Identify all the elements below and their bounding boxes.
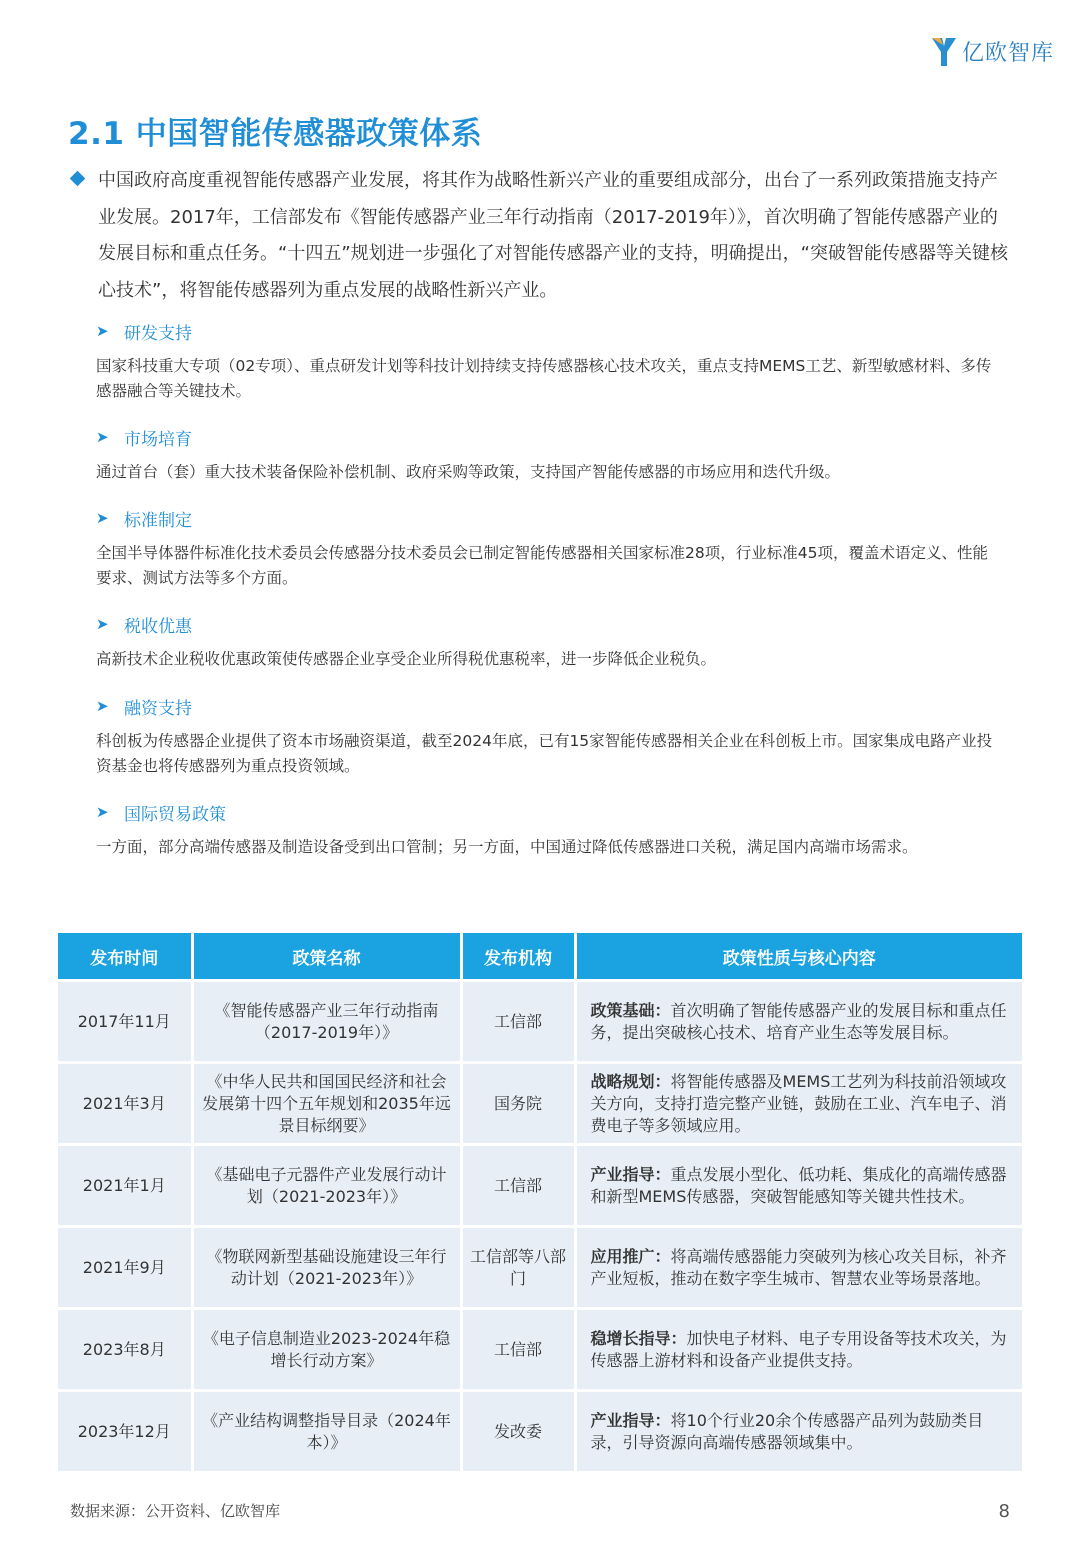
subsection-label: 融资支持	[124, 698, 192, 719]
content-keyword: 政策基础：	[590, 1000, 671, 1020]
arrow-bullet-icon: ➤	[96, 697, 109, 715]
subsection-tax	[96, 611, 996, 672]
cell-content	[575, 981, 1022, 1063]
cell-date: 2021年3月	[58, 1063, 192, 1145]
content-text: 重点发展小型化、低功耗、集成化的高端传感器和新型MEMS传感器，突破智能感知等关键共性技术。	[590, 1164, 1007, 1206]
content-text: 将高端传感器能力突破列为核心攻关目标，补齐产业短板，推动在数字孪生城市、智慧农业等场景落地。	[590, 1246, 1007, 1288]
brand-logo	[930, 34, 1054, 68]
subsection-label: 税收优惠	[124, 616, 192, 637]
cell-policy-name: 《物联网新型基础设施建设三年行动计划（2021-2023年）》	[192, 1227, 461, 1309]
page-number: 8	[998, 1501, 1010, 1522]
subsection-trade	[96, 799, 996, 860]
cell-content	[575, 1063, 1022, 1145]
brand-name: 亿欧智库	[961, 40, 1054, 66]
arrow-bullet-icon: ➤	[96, 615, 109, 633]
content-text: 将10个行业20余个传感器产品列为鼓励类目录，引导资源向高端传感器领域集中。	[590, 1410, 984, 1452]
subsection-text: 高新技术企业税收优惠政策使传感器企业享受企业所得税优惠税率，进一步降低企业税负。	[96, 650, 717, 668]
content-keyword: 产业指导：	[590, 1410, 671, 1430]
cell-agency: 工信部	[461, 981, 575, 1063]
table-row	[58, 1227, 1022, 1309]
cell-agency: 工信部	[461, 1145, 575, 1227]
subsection-market	[96, 424, 996, 485]
cell-policy-name: 《产业结构调整指导目录（2024年本）》	[192, 1391, 461, 1472]
diamond-bullet-icon	[70, 171, 86, 187]
subsection-text: 一方面，部分高端传感器及制造设备受到出口管制；另一方面，中国通过降低传感器进口关税，满足国内高端市场需求。	[96, 838, 918, 856]
content-keyword: 稳增长指导：	[590, 1328, 687, 1348]
header-policy-name: 政策名称	[192, 933, 461, 981]
table-header-row	[58, 933, 1022, 981]
content-keyword: 战略规划：	[590, 1071, 671, 1091]
section-title: 2.1 中国智能传感器政策体系	[68, 116, 483, 152]
subsection-label: 国际贸易政策	[124, 804, 226, 825]
content-keyword: 产业指导：	[590, 1164, 671, 1184]
intro-text: 中国政府高度重视智能传感器产业发展，将其作为战略性新兴产业的重要组成部分，出台了一系列政策措施支持产业发展。2017年，工信部发布《智能传感器产业三年行动指南（2017-2019年）》，首次明确了智能传感器产业的发展目标和重点任务。“十四五”规划进一步强化了对智能传感器产业的支持，明确提出，“突破智能传感器等关键核心技术”，将智能传感器列为重点发展的战略性新兴产业。	[98, 170, 1008, 301]
arrow-bullet-icon: ➤	[96, 428, 109, 446]
table-row	[58, 1145, 1022, 1227]
content-text: 加快电子材料、电子专用设备等技术攻关，为传感器上游材料和设备产业提供支持。	[590, 1328, 1007, 1370]
cell-policy-name: 《基础电子元器件产业发展行动计划（2021-2023年）》	[192, 1145, 461, 1227]
subsection-text: 通过首台（套）重大技术装备保险补偿机制、政府采购等政策，支持国产智能传感器的市场应用和迭代升级。	[96, 463, 841, 481]
cell-content	[575, 1309, 1022, 1391]
table-row	[58, 1063, 1022, 1145]
subsection-text: 国家科技重大专项（02专项）、重点研发计划等科技计划持续支持传感器核心技术攻关，重点支持MEMS工艺、新型敏感材料、多传感器融合等关键技术。	[96, 357, 992, 400]
cell-date: 2021年9月	[58, 1227, 192, 1309]
table-row	[58, 981, 1022, 1063]
cell-policy-name: 《电子信息制造业2023-2024年稳增长行动方案》	[192, 1309, 461, 1391]
content-text: 首次明确了智能传感器产业的发展目标和重点任务，提出突破核心技术、培育产业生态等发展目标。	[590, 1000, 1007, 1042]
arrow-bullet-icon: ➤	[96, 322, 109, 340]
subsection-label: 研发支持	[124, 323, 192, 344]
subsection-financing	[96, 693, 996, 779]
subsection-text: 全国半导体器件标准化技术委员会传感器分技术委员会已制定智能传感器相关国家标准28项，行业标准45项，覆盖术语定义、性能要求、测试方法等多个方面。	[96, 544, 988, 587]
subsection-text: 科创板为传感器企业提供了资本市场融资渠道，截至2024年底，已有15家智能传感器相关企业在科创板上市。国家集成电路产业投资基金也将传感器列为重点投资领域。	[96, 732, 993, 775]
cell-date: 2023年8月	[58, 1309, 192, 1391]
cell-date: 2021年1月	[58, 1145, 192, 1227]
cell-date: 2017年11月	[58, 981, 192, 1063]
cell-date: 2023年12月	[58, 1391, 192, 1472]
cell-policy-name: 《智能传感器产业三年行动指南（2017-2019年）》	[192, 981, 461, 1063]
table-row	[58, 1391, 1022, 1472]
header-date: 发布时间	[58, 933, 192, 981]
subsection-standards	[96, 505, 996, 591]
table-row	[58, 1309, 1022, 1391]
content-text: 将智能传感器及MEMS工艺列为科技前沿领域攻关方向，支持打造完整产业链，鼓励在工业、汽车电子、消费电子等多领域应用。	[590, 1071, 1007, 1135]
data-source-note: 数据来源：公开资料、亿欧智库	[70, 1502, 281, 1520]
intro-paragraph	[72, 163, 1012, 309]
subsection-label: 标准制定	[124, 510, 192, 531]
brand-mark-icon	[930, 34, 958, 68]
cell-agency: 工信部等八部门	[461, 1227, 575, 1309]
cell-content	[575, 1227, 1022, 1309]
arrow-bullet-icon: ➤	[96, 803, 109, 821]
cell-agency: 发改委	[461, 1391, 575, 1472]
content-keyword: 应用推广：	[590, 1246, 671, 1266]
cell-content	[575, 1145, 1022, 1227]
subsection-label: 市场培育	[124, 429, 192, 450]
header-agency: 发布机构	[461, 933, 575, 981]
cell-content	[575, 1391, 1022, 1472]
header-content: 政策性质与核心内容	[575, 933, 1022, 981]
cell-agency: 工信部	[461, 1309, 575, 1391]
cell-policy-name: 《中华人民共和国国民经济和社会发展第十四个五年规划和2035年远景目标纲要》	[192, 1063, 461, 1145]
arrow-bullet-icon: ➤	[96, 509, 109, 527]
cell-agency: 国务院	[461, 1063, 575, 1145]
subsection-rd-support	[96, 318, 996, 404]
policy-table	[58, 933, 1022, 1471]
